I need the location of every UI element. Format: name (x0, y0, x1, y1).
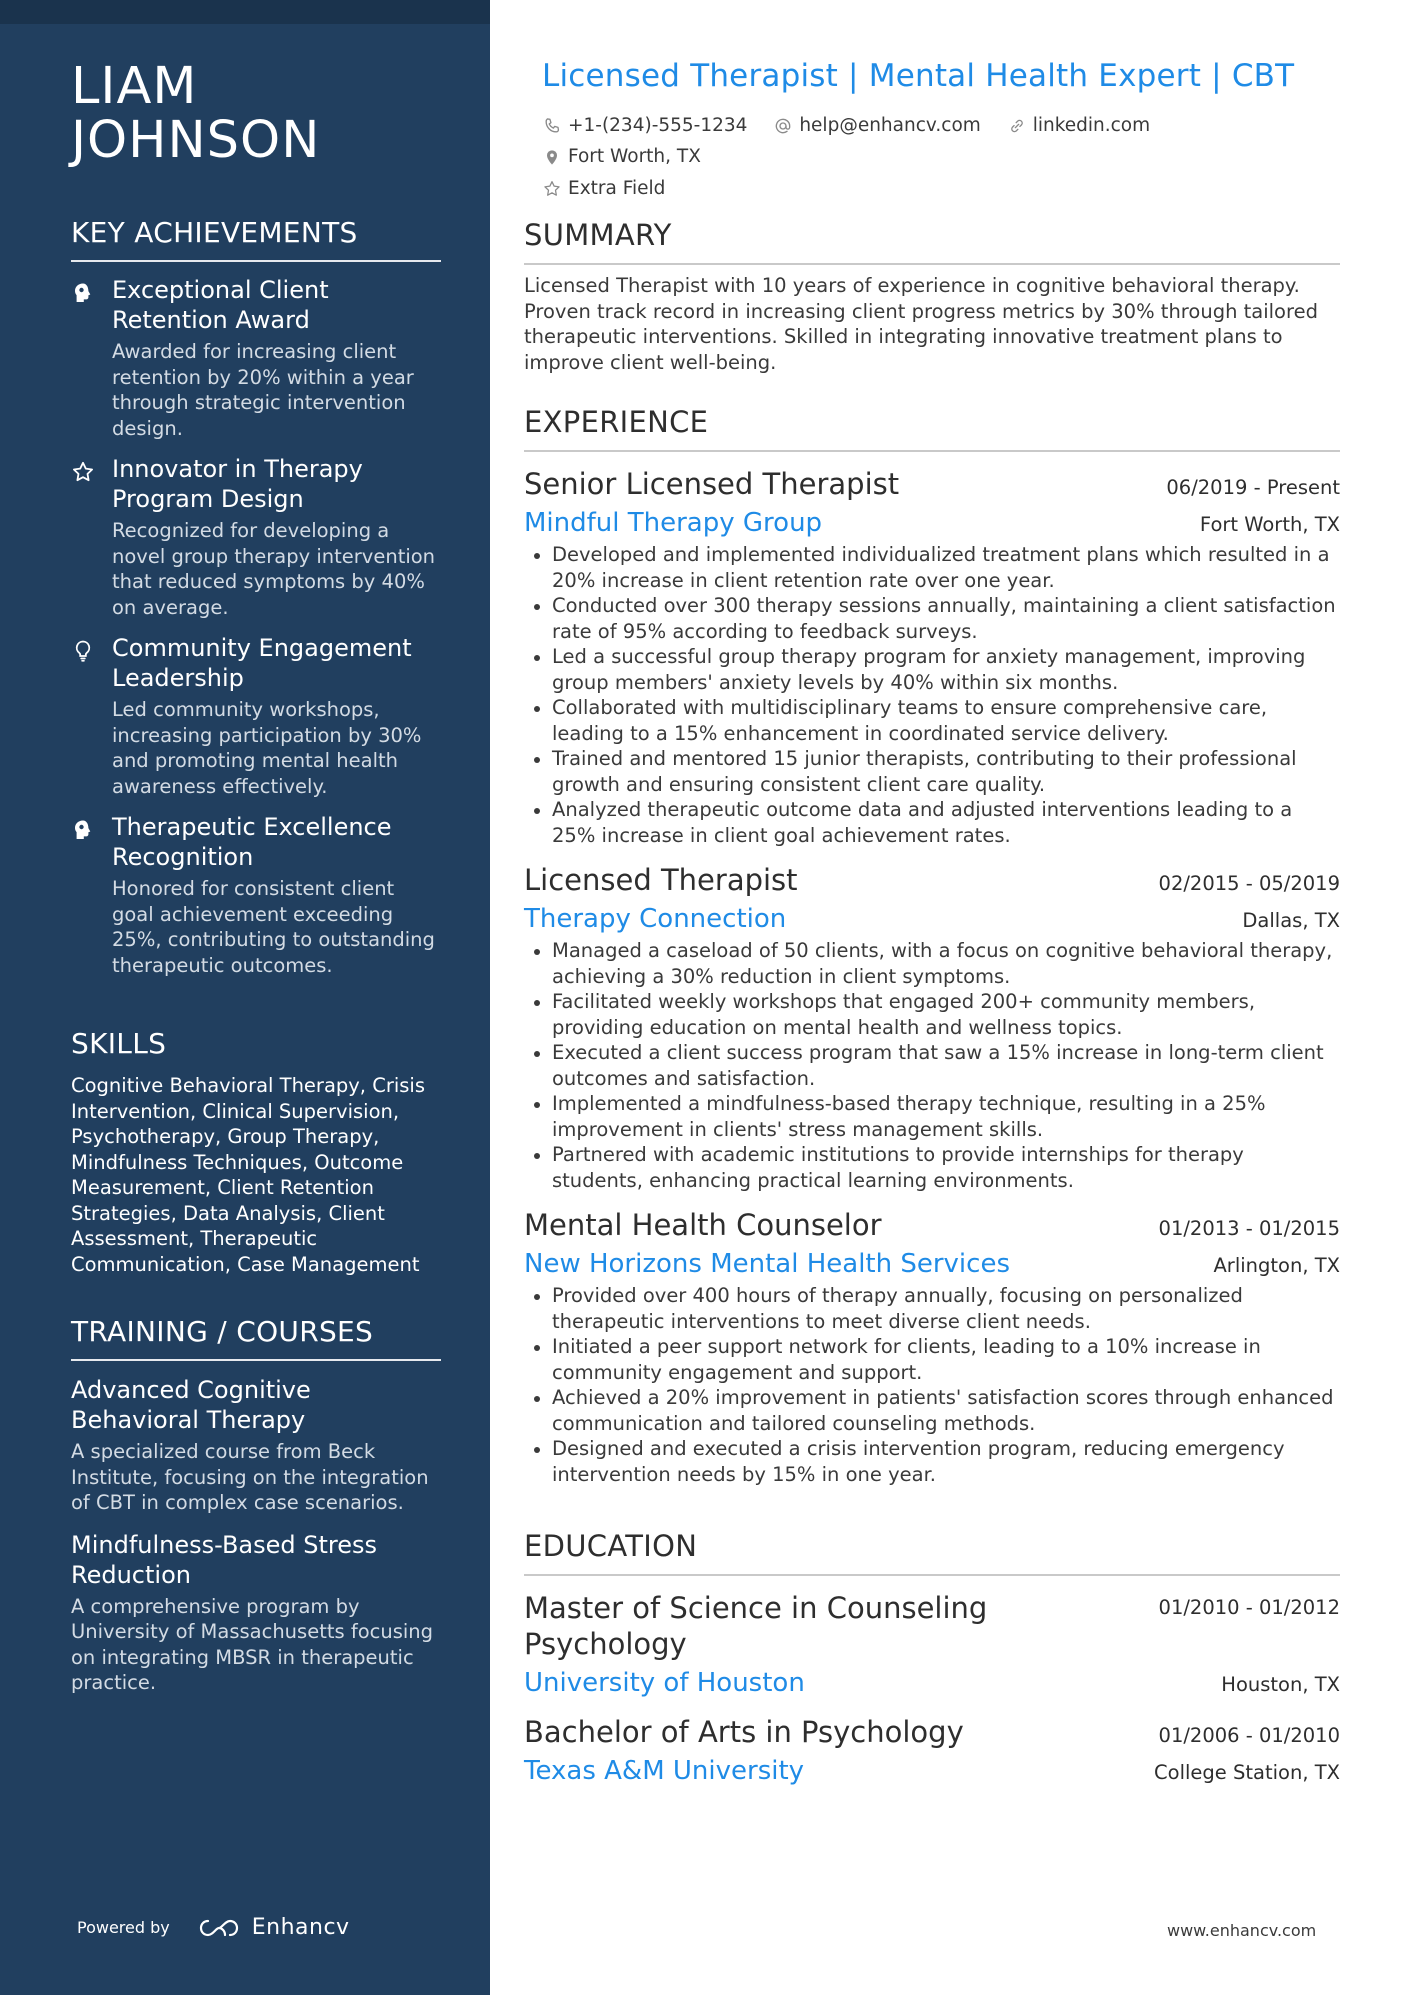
job-location: Fort Worth, TX (1199, 513, 1340, 536)
bullet-item: Designed and executed a crisis intervention program, reducing emergency intervention needs by 15% in one year. (524, 1436, 1340, 1487)
extra-field-text: Extra Field (568, 178, 666, 199)
bullet-item: Facilitated weekly workshops that engaged 200+ community members, providing education on mental health and wellness topics. (524, 989, 1340, 1040)
job-entry (524, 862, 1340, 1193)
job-entry (524, 466, 1340, 848)
footer-url[interactable]: www.enhancv.com (1167, 1921, 1317, 1940)
job-date: 02/2015 - 05/2019 (1158, 872, 1340, 895)
powered-by-label: Powered by (77, 1918, 170, 1937)
job-bullets (524, 938, 1340, 1193)
job-location: Dallas, TX (1242, 909, 1340, 932)
achievement-title: Therapeutic Excellence Recognition (112, 813, 392, 871)
job-company: Therapy Connection (524, 904, 787, 934)
achievement-desc: Recognized for developing a novel group therapy intervention that reduced symptoms by 40% on average. (112, 519, 436, 619)
job-entry (524, 1207, 1340, 1487)
section-title-summary: SUMMARY (524, 218, 1340, 265)
school-location: College Station, TX (1154, 1761, 1340, 1784)
location-text: Fort Worth, TX (568, 146, 701, 167)
achievement-desc: Awarded for increasing client retention by 20% within a year through strategic intervention design. (112, 340, 414, 440)
summary-text: Licensed Therapist with 10 years of experience in cognitive behavioral therapy. Proven track record in increasing client progress metrics by 30% through tailored therapeutic interventions. Skilled in integrating innovative treatment plans to improve client well-being. (524, 274, 1318, 374)
head-icon (71, 818, 95, 842)
phone-text: +1-(234)-555-1234 (568, 115, 748, 136)
achievement-desc: Honored for consistent client goal achievement exceeding 25%, contributing to outstanding therapeutic outcomes. (112, 877, 435, 977)
course-desc: A comprehensive program by University of Massachusetts focusing on integrating MBSR in therapeutic practice. (71, 1594, 434, 1694)
bullet-item: Managed a caseload of 50 clients, with a focus on cognitive behavioral therapy, achieving a 30% reduction in client symptoms. (524, 938, 1340, 989)
bullet-item: Achieved a 20% improvement in patients' satisfaction scores through enhanced communication and tailored counseling methods. (524, 1385, 1340, 1436)
skills-list: Cognitive Behavioral Therapy, Crisis Intervention, Clinical Supervision, Psychotherapy, Group Therapy, Mindfulness Techniques, Outcome Measurement, Client Retention Strategies, Data Analysis, Client Assessment, Therapeutic Communication, Case Management (71, 1074, 425, 1276)
course-desc: A specialized course from Beck Institute, focusing on the integration of CBT in complex case scenarios. (71, 1440, 429, 1514)
brand-name: Enhancv (251, 1915, 350, 1940)
name-first: LIAM (71, 57, 198, 116)
degree-title: Master of Science in Counseling Psychology (524, 1591, 988, 1661)
school-name: Texas A&M University (524, 1756, 805, 1786)
achievement-desc: Led community workshops, increasing participation by 30% and promoting mental health awareness effectively. (112, 698, 422, 798)
achievement-item (71, 454, 441, 620)
school-name: University of Houston (524, 1668, 805, 1698)
job-location: Arlington, TX (1213, 1254, 1340, 1277)
achievement-title: Exceptional Client Retention Award (112, 276, 329, 334)
bullet-item: Trained and mentored 15 junior therapists, contributing to their professional growth and ensuring consistent client care quality. (524, 746, 1340, 797)
achievement-item (71, 633, 441, 799)
job-title: Mental Health Counselor (524, 1208, 882, 1242)
star-outline-icon (542, 179, 562, 199)
degree-title: Bachelor of Arts in Psychology (524, 1715, 964, 1749)
achievement-title: Community Engagement Leadership (112, 634, 412, 692)
achievement-item (71, 275, 441, 441)
job-company: Mindful Therapy Group (524, 508, 823, 538)
contact-extra (542, 176, 665, 202)
location-pin-icon (542, 147, 562, 167)
headline-title: Licensed Therapist | Mental Health Expert | CBT (542, 58, 1295, 94)
bullet-item: Led a successful group therapy program for anxiety management, improving group members' anxiety levels by 40% within six months. (524, 644, 1340, 695)
job-bullets (524, 542, 1340, 848)
candidate-name (71, 57, 471, 170)
bullet-item: Implemented a mindfulness-based therapy technique, resulting in a 25% improvement in clients' stress management skills. (524, 1091, 1340, 1142)
training-section (71, 1315, 441, 1696)
course-title: Mindfulness-Based Stress Reduction (71, 1530, 377, 1589)
at-icon (773, 116, 793, 136)
email-text: help@enhancv.com (799, 115, 981, 136)
key-achievements-section (71, 216, 441, 978)
job-date: 01/2013 - 01/2015 (1158, 1217, 1340, 1240)
name-last: JOHNSON (71, 111, 321, 170)
linkedin-text: linkedin.com (1032, 115, 1151, 136)
education-date: 01/2006 - 01/2010 (1158, 1724, 1340, 1747)
lightbulb-icon (71, 639, 95, 663)
infinity-icon (196, 1916, 242, 1940)
section-title-key-achievements: KEY ACHIEVEMENTS (71, 216, 441, 262)
education-entry (524, 1714, 1340, 1788)
bullet-item: Executed a client success program that saw a 15% increase in long-term client outcomes and satisfaction. (524, 1040, 1340, 1091)
course-title: Advanced Cognitive Behavioral Therapy (71, 1376, 311, 1434)
sidebar (0, 0, 490, 1995)
head-icon (71, 281, 95, 305)
contact-linkedin[interactable] (1007, 113, 1150, 139)
phone-icon (542, 116, 562, 136)
achievement-item (71, 812, 441, 978)
job-title: Licensed Therapist (524, 863, 798, 897)
job-company: New Horizons Mental Health Services (524, 1249, 1010, 1279)
education-entry (524, 1590, 1340, 1700)
bullet-item: Analyzed therapeutic outcome data and adjusted interventions leading to a 25% increase in client goal achievement rates. (524, 797, 1340, 848)
bullet-item: Developed and implemented individualized treatment plans which resulted in a 20% increase in client retention rate over one year. (524, 542, 1340, 593)
bullet-item: Provided over 400 hours of therapy annually, focusing on personalized therapeutic interventions to meet diverse client needs. (524, 1283, 1340, 1334)
school-location: Houston, TX (1221, 1673, 1340, 1696)
bullet-item: Initiated a peer support network for clients, leading to a 10% increase in community engagement and support. (524, 1334, 1340, 1385)
powered-by (77, 1915, 350, 1940)
job-date: 06/2019 - Present (1166, 476, 1340, 499)
bullet-item: Collaborated with multidisciplinary teams to ensure comprehensive care, leading to a 15% enhancement in coordinated service delivery. (524, 695, 1340, 746)
contact-info (542, 113, 1332, 207)
job-bullets (524, 1283, 1340, 1487)
link-icon (1007, 116, 1027, 136)
education-date: 01/2010 - 01/2012 (1158, 1596, 1340, 1619)
achievement-title: Innovator in Therapy Program Design (112, 455, 363, 513)
contact-location (542, 144, 701, 170)
bullet-item: Partnered with academic institutions to provide internships for therapy students, enhancing practical learning environments. (524, 1142, 1340, 1193)
section-title-education: EDUCATION (524, 1529, 1340, 1576)
section-title-skills: SKILLS (71, 1027, 167, 1060)
course-item (71, 1375, 441, 1516)
section-title-training: TRAINING / COURSES (71, 1315, 441, 1361)
enhancv-logo[interactable] (196, 1915, 350, 1940)
contact-phone[interactable] (542, 113, 747, 139)
job-title: Senior Licensed Therapist (524, 467, 900, 501)
course-item (71, 1530, 441, 1696)
bullet-item: Conducted over 300 therapy sessions annually, maintaining a client satisfaction rate of 95% according to feedback surveys. (524, 593, 1340, 644)
section-title-experience: EXPERIENCE (524, 405, 1340, 452)
experience-section (524, 405, 1340, 1487)
summary-section (524, 218, 1340, 375)
skills-section (71, 1027, 441, 1277)
contact-email[interactable] (773, 113, 980, 139)
star-icon (71, 460, 95, 484)
education-section (524, 1529, 1340, 1788)
sidebar-top-bar (0, 0, 490, 24)
